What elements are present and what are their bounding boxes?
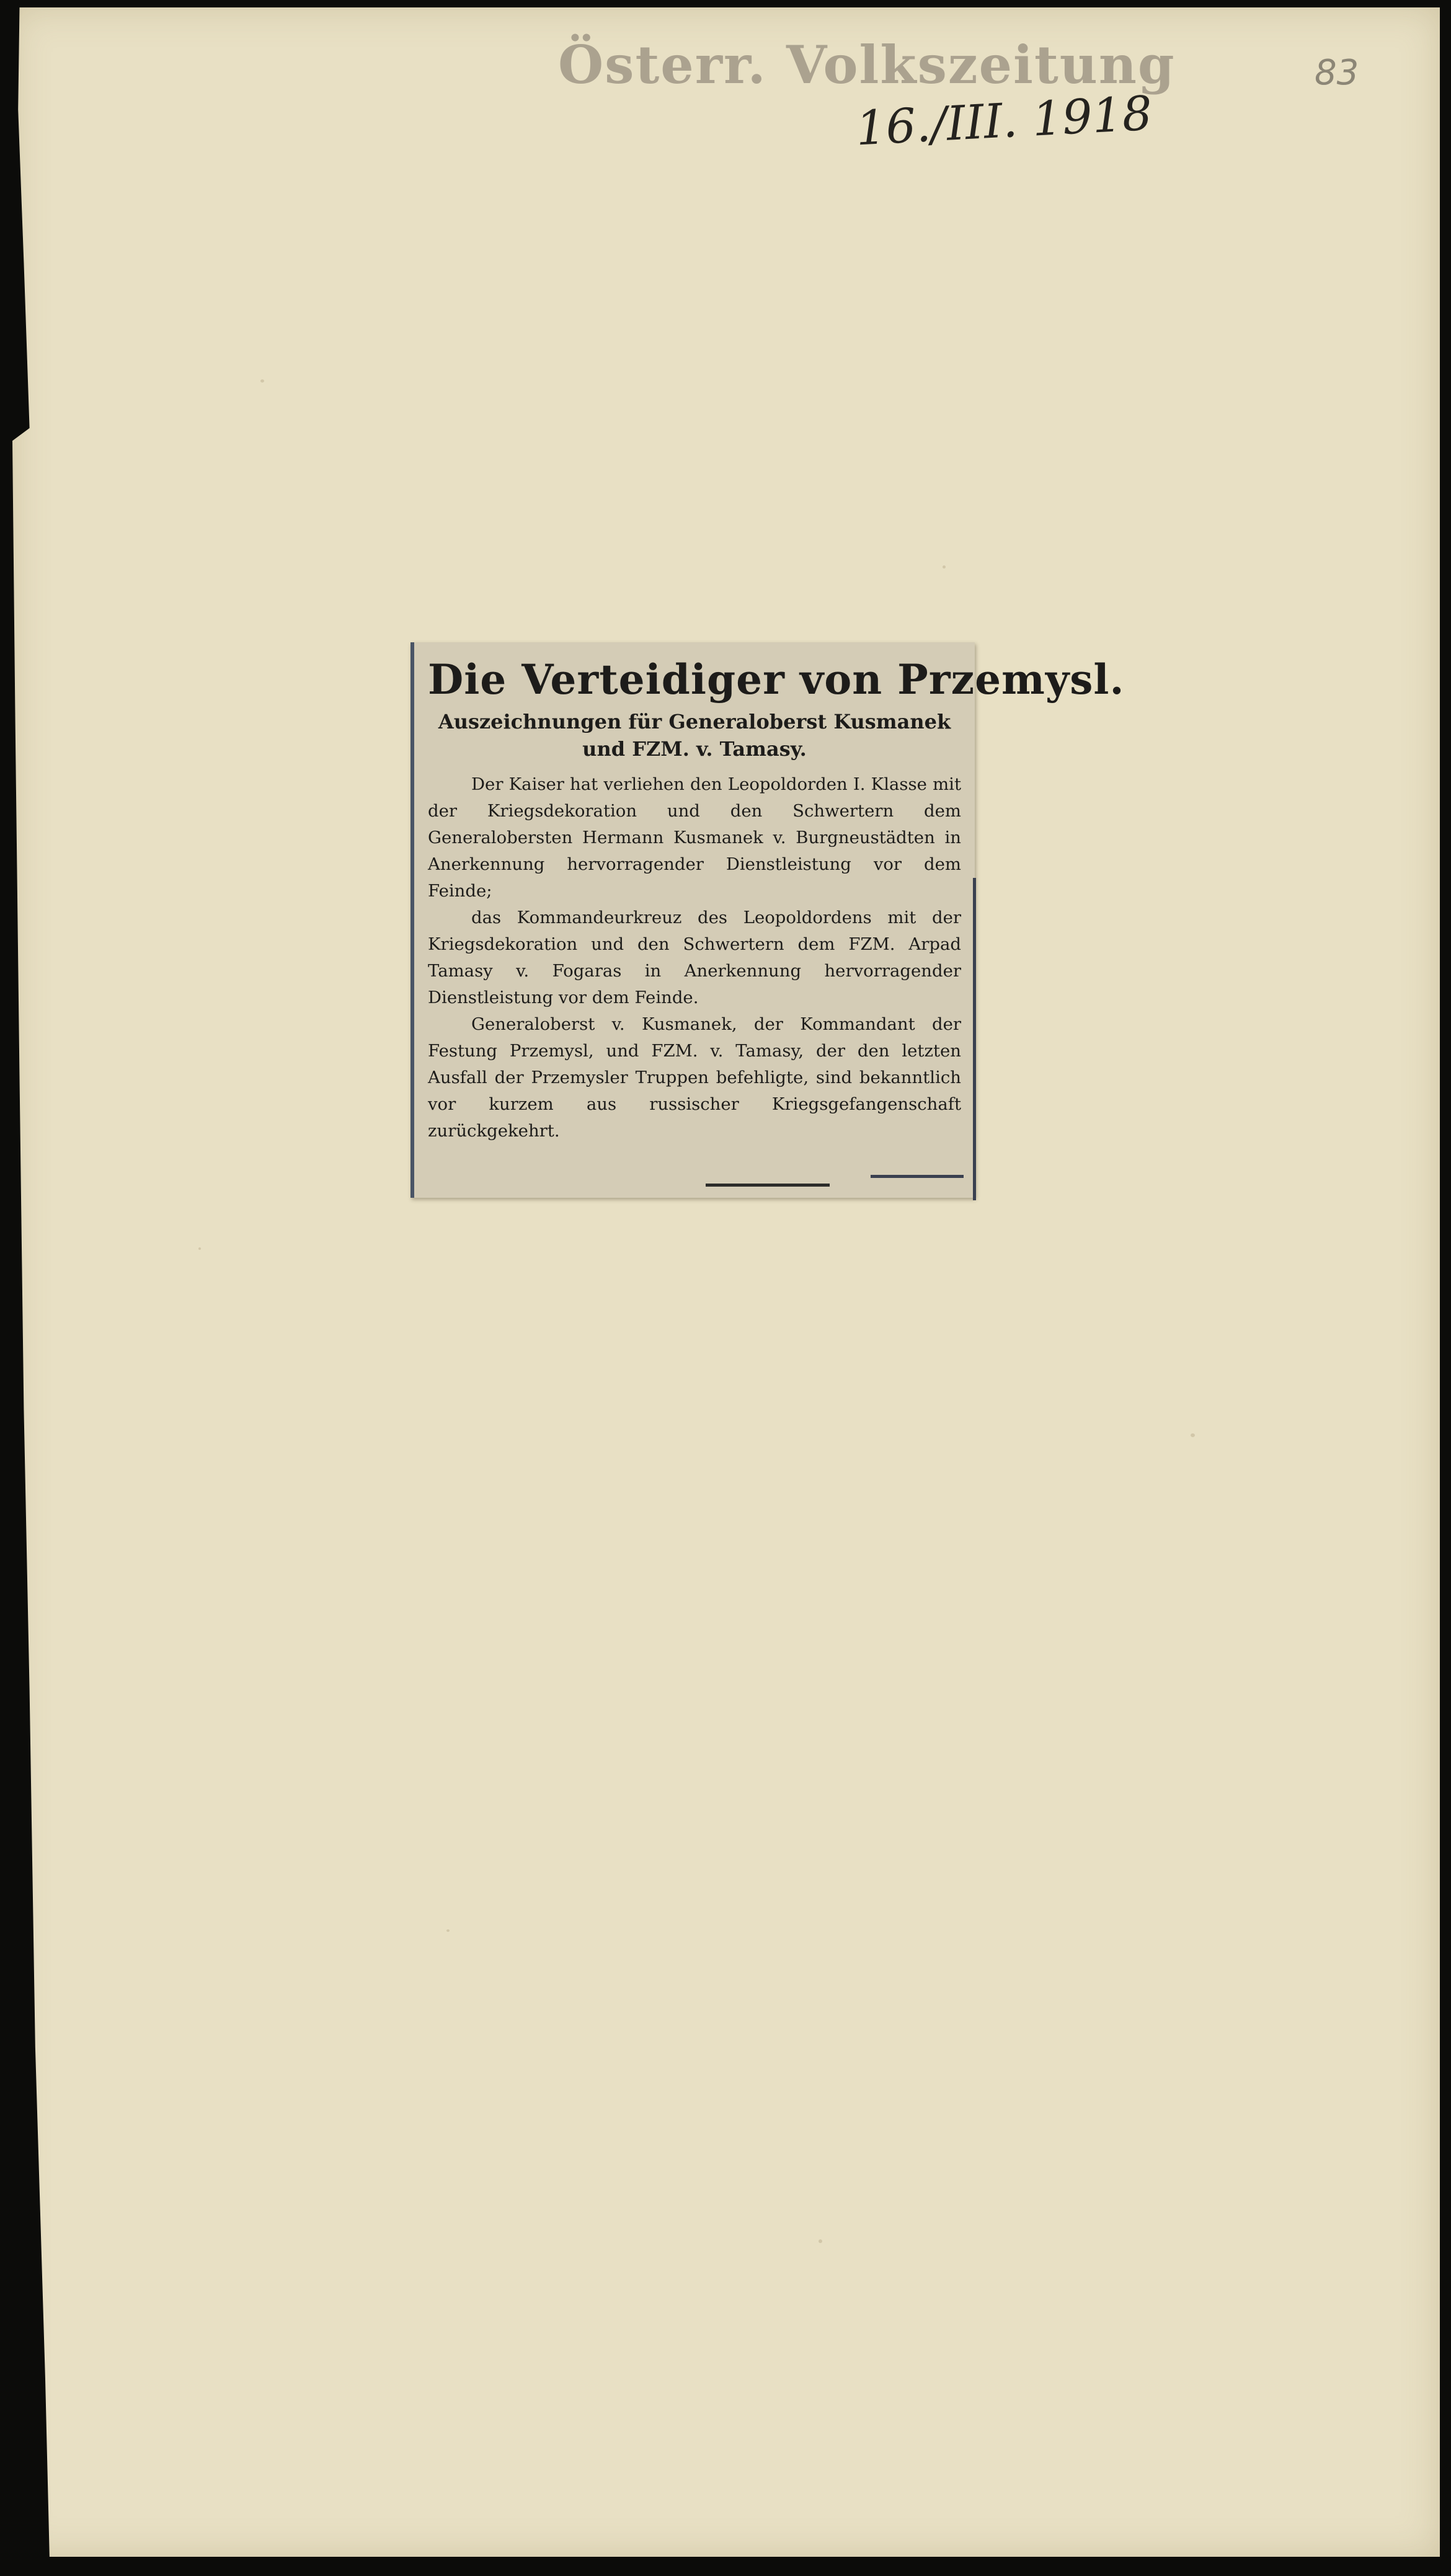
headline: Die Verteidiger von Przemysl. xyxy=(428,655,1125,704)
newspaper-clipping xyxy=(410,642,1125,1198)
page-number: 83 xyxy=(1315,53,1359,93)
archive-sheet xyxy=(12,7,1440,2557)
handwritten-date: 16./III. 1918 xyxy=(854,85,1154,156)
article-paragraph: Generaloberst v. Kusmanek, der Kommandant der Festung Przemysl, und FZM. v. Tamasy, der den letzten Ausfall der Przemysler Truppen befehligte, sind bekanntlich vor kurzem aus russischer Kriegsgefangenschaft zurückgekehrt. xyxy=(428,1014,961,1141)
end-rule xyxy=(706,1184,830,1187)
article-paragraph: Der Kaiser hat verliehen den Leopoldorden I. Klasse mit der Kriegsdekoration und den Schwertern dem Generalobersten Hermann Kusmanek v. Burgneustädten in Anerkennung hervorragender Dienstleistung vor dem Feinde; xyxy=(428,774,961,901)
paper-speck xyxy=(819,2239,822,2243)
newspaper-stamp: Österr. Volkszeitung xyxy=(558,34,1176,95)
paper-speck xyxy=(446,1929,450,1932)
end-rule xyxy=(871,1175,964,1178)
paper-speck xyxy=(198,1247,201,1250)
column-rule xyxy=(973,878,976,1200)
paper-speck xyxy=(1191,1433,1195,1437)
article-paragraph: das Kommandeurkreuz des Leopoldordens mit der Kriegsdekoration und den Schwertern dem FZM. Arpad Tamasy v. Fogaras in Anerkennung hervorragender Dienstleistung vor dem Feinde. xyxy=(428,908,961,1007)
paper-speck xyxy=(943,565,946,569)
paper-speck xyxy=(260,379,264,383)
subheadline: Auszeichnungen für Generaloberst Kusmanek und FZM. v. Tamasy. xyxy=(438,710,951,761)
